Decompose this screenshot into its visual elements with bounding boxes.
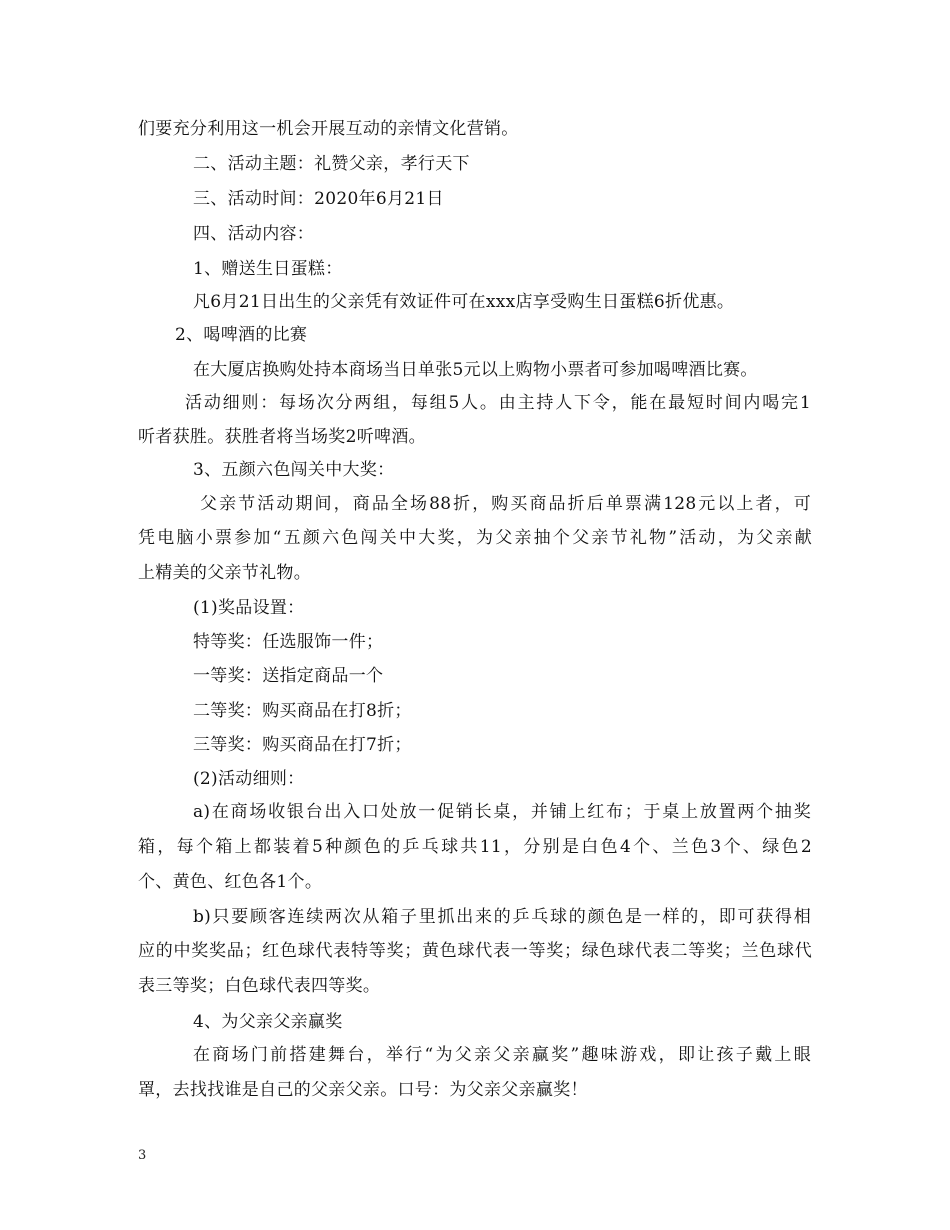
subheading-rules: (2)活动细则： [193, 769, 305, 789]
section-heading-content: 四、活动内容： [193, 224, 315, 244]
body-text-line: 表三等奖；白色球代表四等奖。 [138, 976, 381, 996]
section-heading-theme: 二、活动主题：礼赞父亲，孝行天下 [193, 154, 470, 174]
body-text-line: 听者获胜。获胜者将当场奖2听啤酒。 [138, 427, 426, 447]
body-text-line: 应的中奖奖品；红色球代表特等奖；黄色球代表一等奖；绿色球代表二等奖；兰色球代 [138, 941, 812, 961]
body-text-line: 箱，每个箱上都装着5种颜色的乒乓球共11，分别是白色4个、兰色3个、绿色2 [138, 837, 812, 857]
prize-line: 二等奖：购买商品在打8折； [193, 701, 412, 721]
subheading-prizes: (1)奖品设置： [193, 598, 305, 618]
body-text-line: b)只要顾客连续两次从箱子里抓出来的乒乓球的颜色是一样的，即可获得相 [193, 907, 811, 927]
page-number: 3 [138, 1148, 147, 1163]
body-text-line: 在商场门前搭建舞台，举行“为父亲父亲赢奖”趣味游戏，即让孩子戴上眼 [193, 1045, 811, 1065]
body-text-line: 个、黄色、红色各1个。 [138, 872, 323, 892]
prize-line: 一等奖：送指定商品一个 [193, 666, 384, 686]
item-heading-lottery: 3、五颜六色闯关中大奖： [193, 460, 395, 480]
item-heading-beer: 2、喝啤酒的比赛 [175, 325, 308, 345]
body-text-line: 父亲节活动期间，商品全场88折，购买商品折后单票满128元以上者，可 [200, 494, 811, 514]
section-heading-time: 三、活动时间：2020年6月21日 [193, 189, 444, 209]
body-text-line: 们要充分利用这一机会开展互动的亲情文化营销。 [138, 119, 519, 139]
prize-line: 三等奖：购买商品在打7折； [193, 735, 412, 755]
body-text-line: a)在商场收银台出入口处放一促销长桌，并铺上红布；于桌上放置两个抽奖 [193, 802, 811, 822]
body-text-line: 活动细则：每场次分两组，每组5人。由主持人下令，能在最短时间内喝完1 [185, 393, 811, 413]
body-text-line: 罩，去找找谁是自己的父亲父亲。口号：为父亲父亲赢奖！ [138, 1080, 588, 1100]
item-heading-game: 4、为父亲父亲赢奖 [193, 1012, 343, 1032]
body-text-line: 上精美的父亲节礼物。 [138, 563, 311, 583]
body-text-line: 在大厦店换购处持本商场当日单张5元以上购物小票者可参加喝啤酒比赛。 [193, 360, 758, 380]
body-text-line: 凭电脑小票参加“五颜六色闯关中大奖，为父亲抽个父亲节礼物”活动，为父亲献 [138, 528, 812, 548]
body-text-line: 凡6月21日出生的父亲凭有效证件可在xxx店享受购生日蛋糕6折优惠。 [193, 292, 735, 312]
item-heading-cake: 1、赠送生日蛋糕： [193, 259, 343, 279]
prize-line: 特等奖：任选服饰一件； [193, 632, 384, 652]
